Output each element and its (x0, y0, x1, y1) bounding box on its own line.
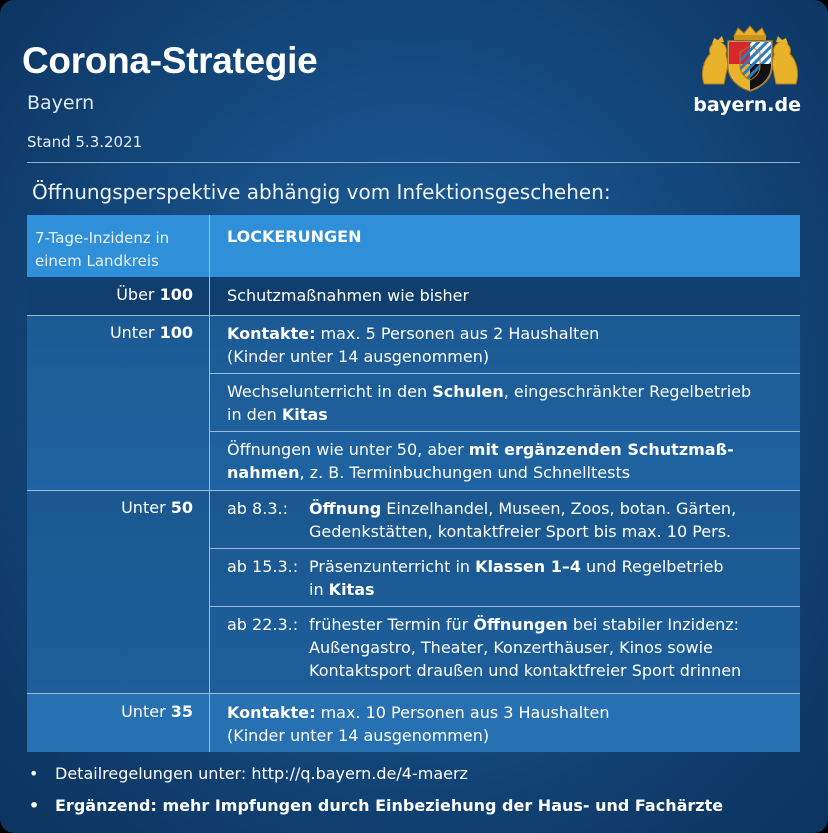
text: bei stabiler Inzidenz: (567, 615, 739, 634)
label-unter-100 (27, 323, 193, 342)
row-divider (27, 315, 800, 316)
text: max. 10 Personen aus 3 Haushalten (315, 703, 610, 722)
label-value: 100 (159, 323, 193, 342)
cell-ueber100: Schutzmaßnahmen wie bisher (227, 286, 470, 305)
page-title: Corona-Strategie (22, 40, 318, 81)
bold-text: Öffnung (309, 499, 382, 518)
cell-unter35-kontakte (227, 701, 797, 747)
text: , z. B. Terminbuchungen und Schnelltests (299, 463, 631, 482)
bold-text: Kontakte: (227, 324, 316, 343)
text: , eingeschränkter Regelbetrieb (503, 382, 752, 401)
stand-date: Stand 5.3.2021 (27, 133, 143, 151)
header-lockerungen: LOCKERUNGEN (227, 227, 362, 246)
bold-text: Kontakte: (227, 703, 316, 722)
bold-text: Kitas (281, 405, 328, 424)
label-prefix: Unter (121, 498, 166, 517)
bullet: • (29, 764, 39, 783)
text: Wechselunterricht in den (227, 382, 433, 401)
cell-unter100-kontakte (227, 322, 797, 368)
text: (Kinder unter 14 ausgenommen) (227, 726, 490, 745)
text: (Kinder unter 14 ausgenommen) (227, 347, 490, 366)
bayern-de-brand: bayern.de (693, 94, 801, 116)
date-label: ab 8.3.: (227, 499, 288, 518)
bold-text: Schulen (432, 382, 504, 401)
text: Einzelhandel, Museen, Zoos, botan. Gärten, (381, 499, 737, 518)
date-label: ab 15.3.: (227, 557, 299, 576)
label-value: 35 (170, 702, 193, 721)
header-inzidenz: 7-Tage-Inzidenz in einem Landkreis (35, 229, 170, 270)
row-divider (27, 490, 800, 491)
note-text: Detailregelungen unter: http://q.bayern.de/4-maerz (55, 764, 468, 783)
cell-unter50-8-3 (227, 497, 797, 543)
text: in (309, 580, 329, 599)
header-divider (27, 162, 800, 163)
bold-text: mit ergänzenden Schutzmaß- (468, 440, 734, 459)
section-title: Öffnungsperspektive abhängig vom Infektionsgeschehen: (32, 180, 611, 204)
cell-unter100-schulen (227, 380, 797, 426)
text-block (309, 555, 799, 601)
page-subtitle: Bayern (27, 92, 95, 114)
label-prefix: Unter (109, 323, 155, 342)
row-divider (209, 431, 800, 432)
bold-text: Klassen 1–4 (475, 557, 581, 576)
text: Kontaktsport draußen und kontaktfreier Sport drinnen (309, 661, 742, 680)
column-divider (209, 215, 210, 752)
text: Präsenzunterricht in (309, 557, 476, 576)
label-unter-50 (27, 498, 193, 517)
label-unter-35 (27, 702, 193, 721)
cell-unter100-schutzmassnahmen (227, 438, 797, 484)
date-label: ab 22.3.: (227, 615, 299, 634)
bold-text: nahmen (227, 463, 300, 482)
row-divider (27, 693, 800, 694)
text: frühester Termin für (309, 615, 474, 634)
text: und Regelbetrieb (580, 557, 724, 576)
bold-text: Kitas (328, 580, 375, 599)
row-divider (209, 373, 800, 374)
text: in den (227, 405, 282, 424)
label-value: 100 (159, 285, 193, 304)
text: Öffnungen wie unter 50, aber (227, 440, 469, 459)
label-value: 50 (170, 498, 193, 517)
label-ueber-100 (27, 285, 193, 304)
note-text: Ergänzend: mehr Impfungen durch Einbeziehung der Haus- und Fachärzte (55, 796, 724, 815)
text-block (309, 497, 799, 543)
text: Außengastro, Theater, Konzerthäuser, Kinos sowie (309, 638, 713, 657)
cell-unter50-22-3 (227, 613, 797, 683)
text: Gedenkstätten, kontaktfreier Sport bis max. 10 Pers. (309, 522, 732, 541)
row-divider (209, 606, 800, 607)
text: max. 5 Personen aus 2 Haushalten (315, 324, 600, 343)
bullet: • (29, 796, 40, 815)
label-prefix: Unter (121, 702, 166, 721)
text-block (309, 613, 799, 682)
row-divider (209, 548, 800, 549)
label-prefix: Über (116, 285, 155, 304)
bavarian-coat-of-arms-icon (698, 24, 802, 92)
bold-text: Öffnungen (473, 615, 568, 634)
cell-unter50-15-3 (227, 555, 797, 601)
table-header-row (27, 215, 800, 277)
